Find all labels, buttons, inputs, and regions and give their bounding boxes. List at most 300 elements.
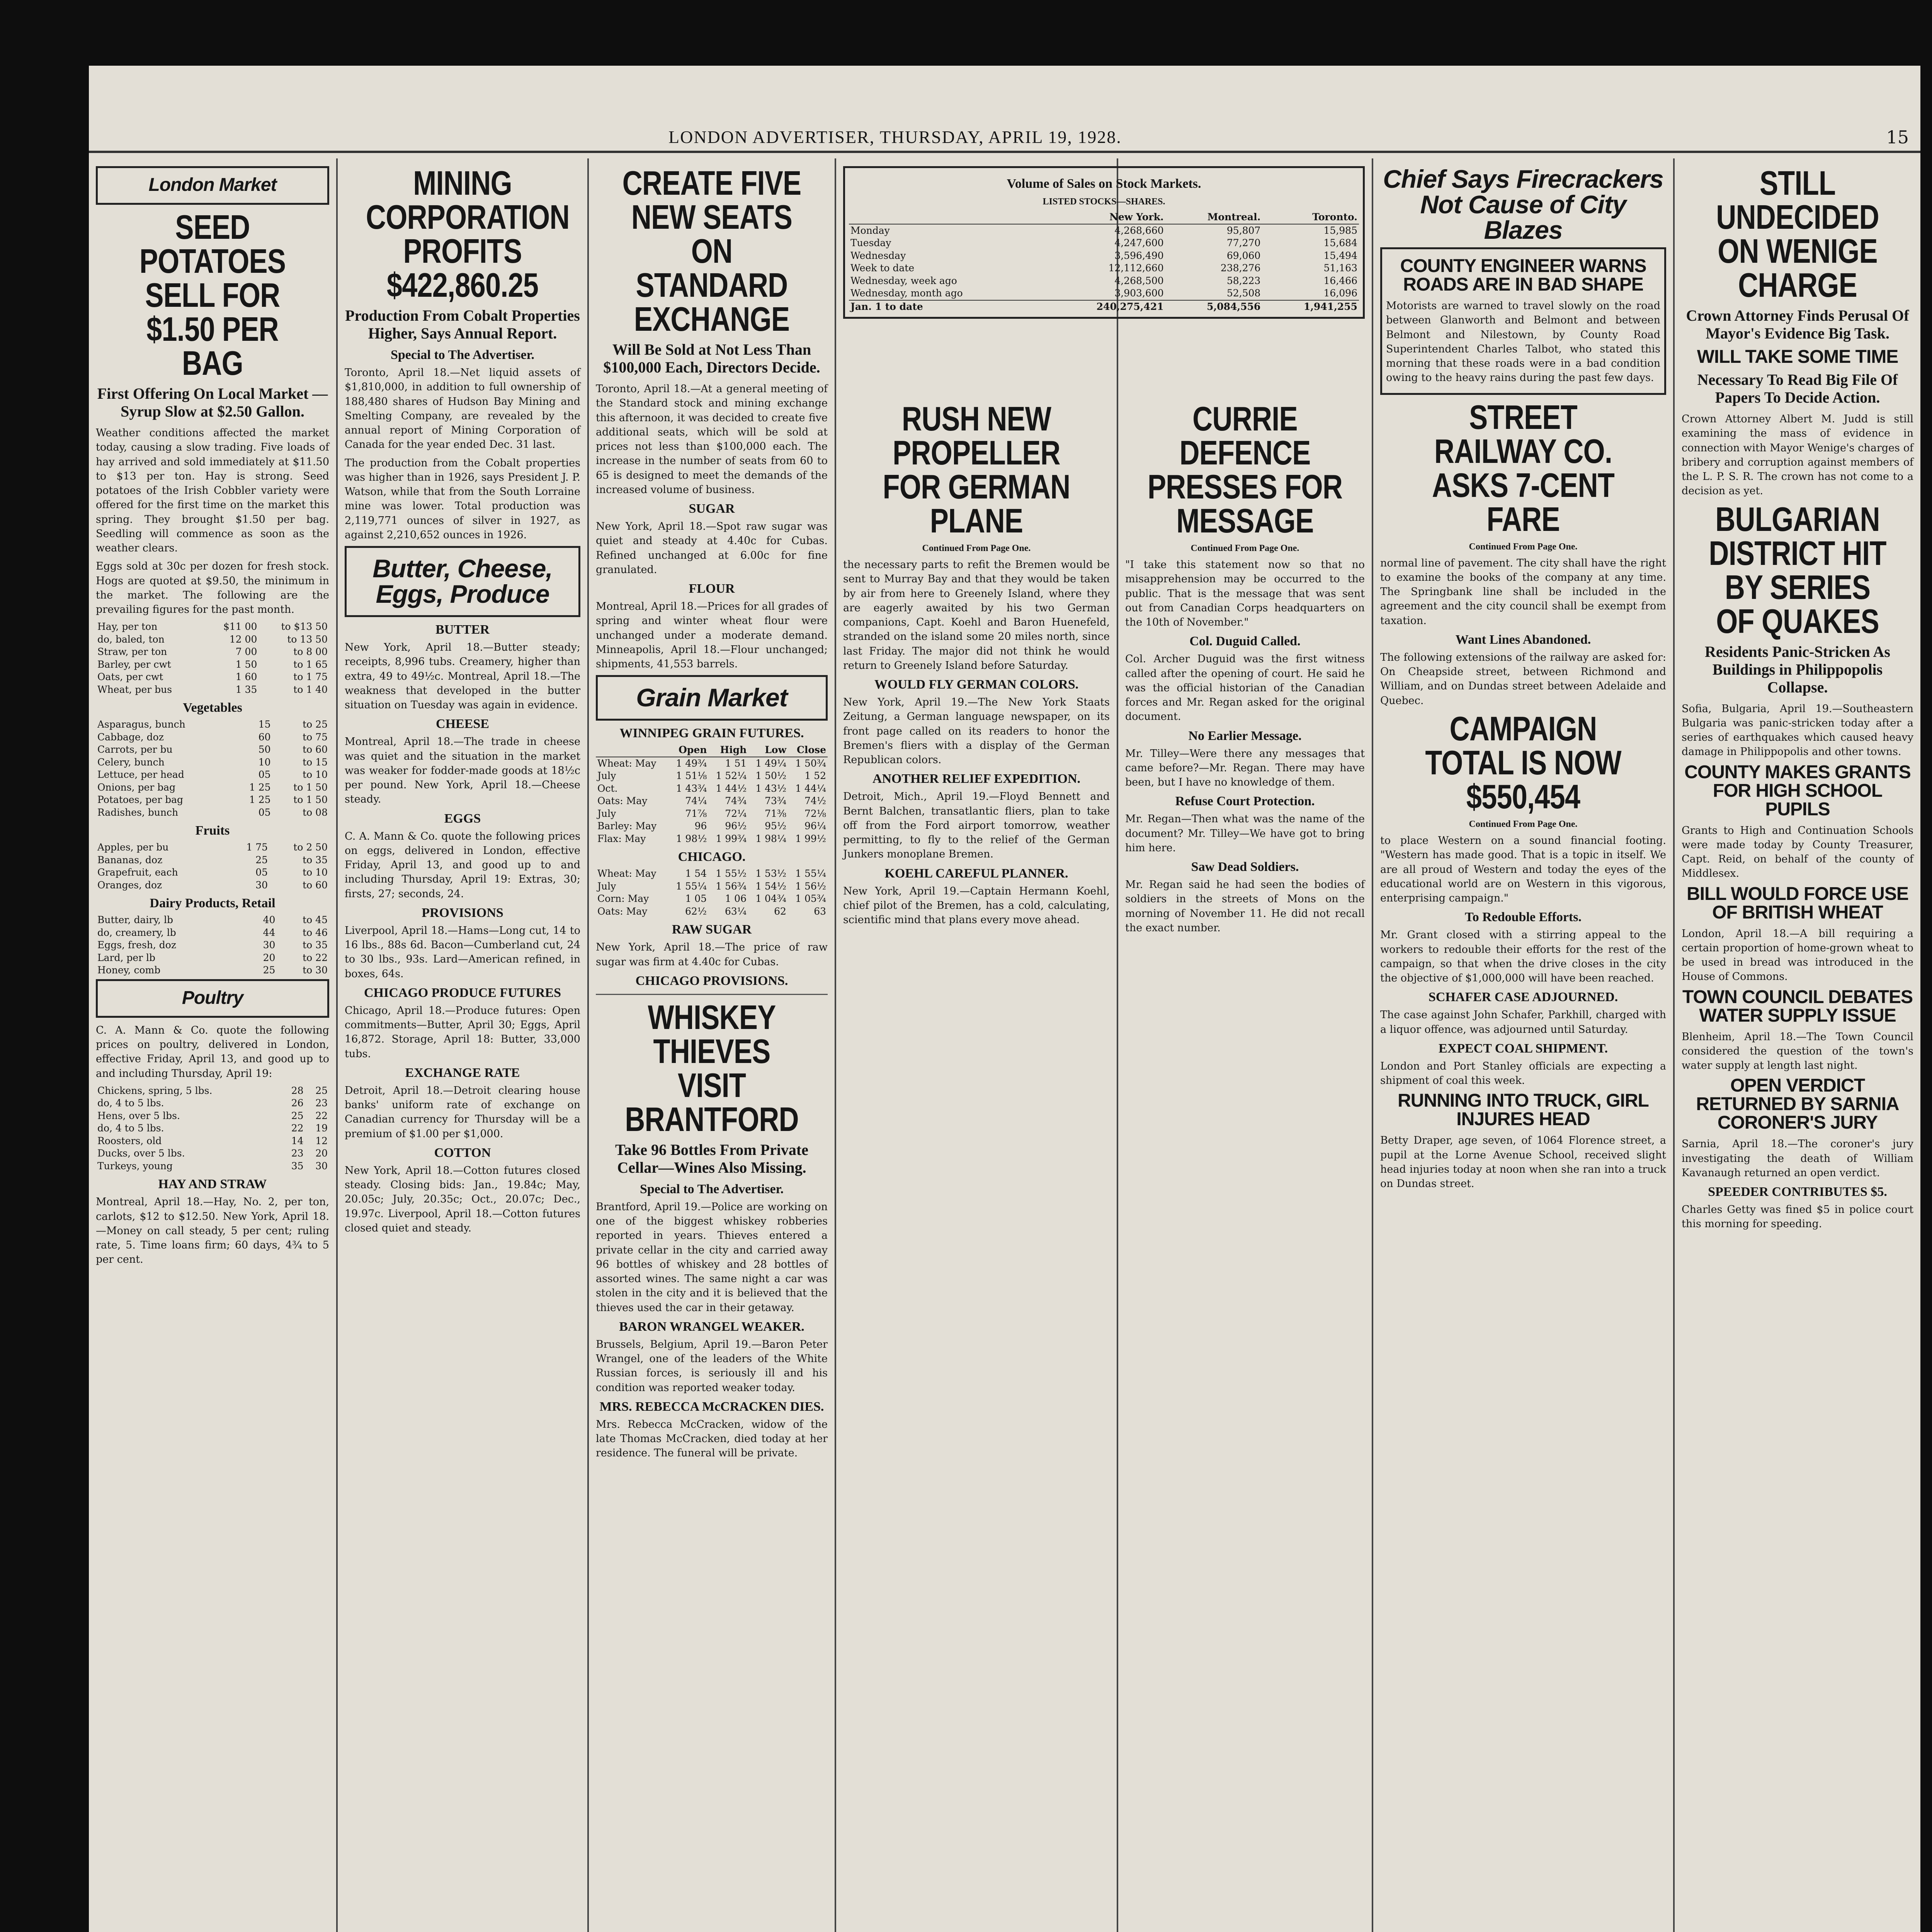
divider [596,994,828,995]
table-cell: to 2 50 [293,842,328,853]
table-row [96,781,329,794]
table-cell: 74½ [804,795,826,807]
table-cell: 7 00 [235,646,257,658]
table-cell: 16,466 [1323,275,1357,286]
stock-volume-subtitle: LISTED STOCKS—SHARES. [1043,197,1165,207]
headline-town-council: TOWN COUNCIL DEBATES WATER SUPPLY ISSUE [1682,986,1913,1026]
table-cell: 3,903,600 [1114,287,1164,299]
table-cell: $11 00 [223,621,257,633]
table-cell: 15,684 [1323,237,1357,249]
table-cell: 72⅛ [804,808,826,819]
subhead-bulgarian-quakes: Residents Panic-Stricken As Buildings in Philippopolis Collapse. [1705,643,1890,696]
poultry-label-box [96,979,329,1018]
table-row [849,224,1359,237]
table-cell: 25 [255,854,268,866]
table-cell: 60 [258,731,271,743]
subsection-title: CHEESE [436,717,489,731]
column-currie [1118,398,1372,1932]
table-cell: Eggs, fresh, doz [97,939,177,951]
table-cell: 1 50 [235,658,257,670]
headline-county-grants: COUNTY MAKES GRANTS FOR HIGH SCHOOL PUPILS [1684,762,1911,820]
table-cell: 1 50¾ [795,757,826,769]
headline-british-wheat: BILL WOULD FORCE USE OF BRITISH WHEAT [1687,883,1908,923]
grain-section-label: Grain Market [636,683,787,712]
table-cell: 1 43¾ [676,782,707,794]
table-cell: Apples, per bu [97,842,169,853]
table-cell: 74¼ [685,795,707,807]
table-cell: Oranges, doz [97,879,162,891]
table-row [596,808,828,820]
article-paragraph: The following extensions of the railway are asked for: On Cheapside street, between Richmond and William, and on Dundas street between Adelaide and Quebec. [1380,651,1666,707]
subsection-title: Fruits [195,823,230,838]
section-label: London Market [148,175,277,195]
table-header-cell: Low [748,744,788,757]
table-cell: 1 54½ [755,880,786,892]
table-cell: 62½ [685,905,707,917]
table-cell: 30 [255,879,268,891]
table-cell: Wednesday, week ago [850,275,957,286]
table-row [849,237,1359,250]
article-paragraph: Mr. Regan—Then what was the name of the document? Mr. Tilley—We have got to bring him here. [1125,813,1365,854]
table-row [96,756,329,769]
table-cell: to 08 [303,806,328,818]
table-cell: 15 [258,719,271,730]
table-row [96,841,329,854]
table-cell: to 30 [303,964,328,976]
table-cell: 1 25 [249,794,271,806]
headline-bulgarian-quakes: BULGARIAN DISTRICT HIT BY SERIES OF QUAKES [1709,500,1886,640]
headline-street-railway: STREET RAILWAY CO. ASKS 7-CENT FARE [1432,398,1615,538]
table-cell: 1 53½ [755,868,786,879]
dairy-table [96,914,329,977]
table-cell: Oats: May [597,795,648,807]
table-cell: to $13 50 [281,621,328,633]
subsection-title: No Earlier Message. [1188,728,1302,743]
article-paragraph: Eggs sold at 30c per dozen for fresh stock. Hogs are quoted at $9.50, the minimum in the market. The following are the prevailing figures for the past month. [96,560,329,616]
table-cell: 30 [263,939,276,951]
table-cell: to 1 50 [293,794,328,806]
subsection-title: EXPECT COAL SHIPMENT. [1439,1041,1608,1056]
table-row [96,718,329,731]
subsection-title: EGGS [444,811,481,826]
table-row [596,833,828,845]
table-cell: to 60 [303,879,328,891]
table-row [96,1110,329,1122]
table-total-row [849,300,1359,313]
table-cell: Wednesday, month ago [850,287,963,299]
table-header-cell [849,211,1046,224]
table-cell: to 45 [303,914,328,926]
table-cell: Onions, per bag [97,781,176,793]
table-cell: 1 35 [235,684,257,695]
subsection-title: To Redouble Efforts. [1465,910,1582,925]
table-cell: 1 56½ [795,880,826,892]
table-row [849,262,1359,275]
subhead-take-time: Necessary To Read Big File Of Papers To Decide Action. [1697,371,1898,406]
table-cell: 05 [255,867,268,878]
column-mining [338,158,587,1932]
table-cell: Celery, bunch [97,756,165,768]
article-paragraph: C. A. Mann & Co. quote the following prices on eggs, delivered in London, effective Friday, April 13, and good up to and including Thursday, April 19: Extras, 30; firsts, 27; seconds, 24. [345,830,580,900]
table-cell: July [597,808,616,819]
subsection-title: BARON WRANGEL WEAKER. [619,1319,804,1334]
table-cell: 5,084,556 [1165,300,1262,313]
headline-take-time: WILL TAKE SOME TIME [1697,347,1898,367]
table-cell: 10 [258,756,271,768]
subsection-title: WOULD FLY GERMAN COLORS. [874,677,1079,692]
headline-rush-propeller: RUSH NEW PROPELLER FOR GERMAN PLANE [883,400,1070,540]
newspaper-page [89,66,1920,1932]
continued-note: Continued From Page One. [1190,543,1299,553]
subsection-title: SUGAR [689,502,735,516]
table-cell: 1 44¼ [795,782,826,794]
subsection-title: MRS. REBECCA McCRACKEN DIES. [599,1399,824,1414]
stock-volume-box [836,158,1372,390]
table-cell: 1 05 [685,893,707,905]
produce-label-box [345,546,580,617]
table-cell: 96¼ [804,820,826,832]
table-cell: Jan. 1 to date [849,300,1046,313]
table-row [96,939,329,952]
article-paragraph: Blenheim, April 18.—The Town Council considered the question of the town's water supply at length last night. [1682,1031,1913,1071]
table-header-cell: New York. [1046,211,1165,224]
article-paragraph: Chicago, April 18.—Produce futures: Open commitments—Butter, April 30; Eggs, April 16,872. Storage, April 18: Butter, 33,000 tubs. [345,1004,580,1060]
article-paragraph: Montreal, April 18.—Hay, No. 2, per ton, carlots, $12 to $12.50. New York, April 18.—Money on call steady, 5 per cent; ruling rate, 5. Time loans firm; 60 days, 4¾ to 5 per cent. [96,1196,329,1266]
table-cell: Barley: May [597,820,657,832]
table-header-cell: Toronto. [1262,211,1359,224]
table-cell: 4,268,660 [1114,224,1164,236]
table-cell: 1 50½ [755,770,787,782]
article-paragraph: New York, April 19.—Captain Hermann Koehl, chief pilot of the Bremen, has a cold, calculating, scientific mind that plans every move ahead. [843,885,1110,926]
table-cell: to 60 [303,744,328,755]
table-cell: Honey, comb [97,964,161,976]
table-row [96,854,329,867]
article-paragraph: New York, April 18.—The price of raw sugar was firm at 4.40c for Cubas. [596,941,828,968]
subsection-title: COTTON [434,1145,491,1160]
table-cell: 50 [258,744,271,755]
table-cell: do, baled, ton [97,633,165,645]
subsection-title: EXCHANGE RATE [405,1065,520,1080]
subsection-title: KOEHL CAREFUL PLANNER. [884,866,1068,881]
table-cell: 1 54 [685,868,707,879]
table-cell: to 10 [303,769,328,781]
table-cell: 23 [291,1148,304,1159]
article-paragraph: Mr. Grant closed with a stirring appeal to the workers to redouble their efforts for the rest of the campaign, so that when the drive closes in the city the objective of $1,000,000 will have been reached. [1380,929,1666,985]
table-cell: 1 99½ [795,833,826,844]
article-paragraph: Detroit, April 18.—Detroit clearing house banks' uniform rate of exchange on Canadian currency for Thursday will be a premium of $1.00 per $1,000. [345,1084,580,1140]
table-cell: 14 [291,1135,304,1146]
table-cell: 35 [291,1160,304,1172]
table-cell: 1 75 [246,842,268,853]
table-cell: Monday [850,224,890,236]
continued-note: Continued From Page One. [1469,541,1578,552]
table-row [96,1122,329,1135]
table-cell: 22 [291,1122,304,1134]
article-paragraph: Charles Getty was fined $5 in police court this morning for speeding. [1682,1204,1913,1230]
table-cell: 1 99¾ [716,833,747,844]
table-cell: 240,275,421 [1046,300,1165,313]
article-paragraph: Grants to High and Continuation Schools were made today by County Treasurer, Capt. Reid, on behalf of the county of Middlesex. [1682,824,1913,880]
table-cell: 15,985 [1323,224,1357,236]
subsection-title: HAY AND STRAW [158,1177,267,1192]
table-cell: 63¼ [724,905,747,917]
article-paragraph: Toronto, April 18.—At a general meeting of the Standard stock and mining exchange this afternoon, it was decided to create five additional seats, which will be sold at prices not less than $100,000 each. The increase in the number of seats from 60 to 65 is designed to meet the demands of the increased volume of business. [596,383,828,496]
table-cell: 22 [315,1110,328,1121]
table-row [849,250,1359,262]
table-row [96,879,329,892]
table-cell: 15,494 [1323,250,1357,261]
table-cell: 05 [258,806,271,818]
column-city [1373,158,1673,1932]
table-cell: 238,276 [1220,262,1261,274]
table-cell: Bananas, doz [97,854,163,866]
table-cell: 4,247,600 [1114,237,1164,249]
grain-label-box [596,675,828,721]
table-cell: 74¾ [725,795,747,807]
table-cell: Grapefruit, each [97,867,178,878]
column-london-market [89,158,336,1932]
table-cell: to 1 65 [293,658,328,670]
table-cell: 1 52 [804,770,826,782]
table-row [96,794,329,806]
table-cell: to 8 00 [293,646,328,658]
article-paragraph: New York, April 18.—Butter steady; receipts, 8,996 tubs. Creamery, higher than extra, 49 to 49½c. Montreal, April 18.—The weakness that developed in the butter situation on Tuesday was again in evidence. [345,641,580,711]
table-cell: Butter, dairy, lb [97,914,173,926]
article-paragraph: Betty Draper, age seven, of 1064 Florence street, a pupil at the Lorne Avenue School, received slight head injuries today at noon when she ran into a truck on Dundas street. [1380,1134,1666,1190]
table-cell: Flax: May [597,833,646,844]
article-paragraph: Brantford, April 19.—Police are working on one of the biggest whiskey robberies reported in years. Thieves entered a private cellar in the city and carried away 96 bottles of whiskey and 28 bottles of assorted wines. The same night a car was stolen in the city and it is believed that the thieves used the car in their getaway. [596,1201,828,1314]
table-cell: to 75 [303,731,328,743]
table-cell: to 1 50 [293,781,328,793]
article-paragraph: Montreal, April 18.—Prices for all grades of spring and winter wheat flour were unchanged under a moderate demand. Minneapolis, April 18.—Flour unchanged; shipments, 41,553 barrels. [596,600,828,670]
headline-county-engineer: COUNTY ENGINEER WARNS ROADS ARE IN BAD SHAPE [1400,256,1646,295]
subsection-title: CHICAGO. [678,850,746,864]
table-cell: Straw, per ton [97,646,167,658]
poultry-section-label: Poultry [182,987,243,1008]
article-paragraph: Crown Attorney Albert M. Judd is still examining the mass of evidence in connection with Mayor Wenige's charges of bribery and corruption against members of the L. P. S. R. The crown has not come to a decision as yet. [1682,413,1913,497]
table-cell: 1,941,255 [1262,300,1359,313]
table-cell: Tuesday [850,237,891,249]
article-paragraph: "I take this statement now so that no misapprehension may be occurred to the public. That is the message that was sent out from Canadian Corps headquarters on the 10th of November." [1125,559,1365,629]
subsection-title: PROVISIONS [422,905,503,920]
table-row [96,1135,329,1148]
table-cell: Turkeys, young [97,1160,173,1172]
article-paragraph: Toronto, April 18.—Net liquid assets of $1,810,000, in addition to full ownership of 188,480 shares of Hudson Bay Mining and Smelting Company, are revealed by the annual report of Mining Corporation of Canada for the year ended Dec. 31 last. [345,367,580,451]
market-table [96,621,329,696]
subsection-title: CHICAGO PROVISIONS. [635,973,788,988]
article-paragraph: Mr. Tilley—Were there any messages that came before?—Mr. Regan. There may have been, but I have no knowledge of them. [1125,747,1365,789]
table-cell: 62 [774,905,786,917]
table-row [596,905,828,918]
subsection-title: ANOTHER RELIEF EXPEDITION. [872,772,1081,786]
subhead-seed-potatoes: First Offering On Local Market —Syrup Slow at $2.50 Gallon. [97,385,328,420]
subhead-wenige: Crown Attorney Finds Perusal Of Mayor's Evidence Big Task. [1686,307,1909,342]
subsection-title: WINNIPEG GRAIN FUTURES. [619,726,804,741]
table-cell: Barley, per cwt [97,658,171,670]
article-paragraph: Mr. Regan said he had seen the bodies of soldiers in the streets of Mons on the morning of November 11. He did not recall the exact number. [1125,879,1365,934]
table-cell: Oct. [597,782,618,794]
table-cell: 26 [291,1097,304,1109]
table-row [849,287,1359,300]
subhead-whiskey-thieves: Take 96 Bottles From Private Cellar—Wines Also Missing. [615,1141,808,1176]
table-cell: Hay, per ton [97,621,158,633]
subsection-title: Want Lines Abandoned. [1455,632,1591,647]
subsection-title: Saw Dead Soldiers. [1191,860,1299,874]
table-row [96,1147,329,1160]
table-header-cell: Montreal. [1165,211,1262,224]
table-cell: 96 [694,820,707,832]
table-cell: do, 4 to 5 lbs. [97,1097,164,1109]
table-cell: to 10 [303,867,328,878]
article-paragraph: C. A. Mann & Co. quote the following prices on poultry, delivered in London, effective Friday, April 13, and good up to and including Thursday, April 19: [96,1024,329,1080]
article-paragraph: Detroit, Mich., April 19.—Floyd Bennett and Bernt Balchen, transatlantic fliers, plan to take off from the Ford airport tomorrow, weather permitting, to fly to the relief of the German Junkers monoplane Bremen. [843,791,1110,861]
table-cell: Wheat: May [597,868,656,879]
table-cell: 73¾ [765,795,787,807]
article-paragraph: Montreal, April 18.—The trade in cheese was quiet and the situation in the market was weaker for fodder-made goods at 18½c per pound. New York, April 18.—Cheese steady. [345,736,580,806]
table-row [596,880,828,893]
table-cell: 25 [263,964,276,976]
masthead-title: LONDON ADVERTISER, THURSDAY, APRIL 19, 1928. [668,127,1122,147]
column-propeller [836,398,1117,1932]
subhead-exchange-seats: Will Be Sold at Not Less Than $100,000 Each, Directors Decide. [603,341,820,376]
table-row [596,893,828,905]
table-cell: 1 98¼ [755,833,787,844]
table-row [96,731,329,744]
table-cell: 1 51 [725,757,747,769]
table-row [96,743,329,756]
column-wenige [1675,158,1920,1932]
table-cell: Oats: May [597,905,648,917]
table-cell: 1 06 [725,893,747,905]
table-cell: to 25 [303,719,328,730]
table-cell: 58,223 [1226,275,1261,286]
table-cell: to 35 [303,854,328,866]
subsection-title: Vegetables [183,701,242,715]
table-cell: 1 60 [235,671,257,683]
table-cell: do, 4 to 5 lbs. [97,1122,164,1134]
table-cell: 1 52¼ [716,770,747,782]
article-paragraph: the necessary parts to refit the Bremen would be sent to Murray Bay and that they would be taken by air from here to Greenely Island, where they are eagerly awaited by his two German companions, Capt. Koehl and Baron Huenefeld, stranded on the island some 20 miles north, since last Friday. The major did not think he would return to Greenely Island before Saturday. [843,559,1110,672]
article-paragraph: Sarnia, April 18.—The coroner's jury investigating the death of William Kavanaugh returned an open verdict. [1682,1138,1913,1179]
table-cell: 69,060 [1226,250,1261,261]
table-cell: 1 05¾ [795,893,826,905]
table-row [596,867,828,880]
headline-campaign-total: CAMPAIGN TOTAL IS NOW $550,454 [1425,709,1621,816]
table-cell: 28 [291,1085,304,1096]
table-row [96,914,329,927]
article-paragraph: Weather conditions affected the market today, causing a slow trading. Five loads of hay arrived and sold immediately at $11.50 to $13 per ton. Hay is strong. Seed potatoes of the Irish Cobbler variety were offered for the first time on the market this spring. They brought $1.50 per bag. Seedling will commence as soon as the weather clears. [96,427,329,554]
article-paragraph: New York, April 18.—Cotton futures closed steady. Closing bids: Jan., 19.84c; May, 20.05c; July, 20.35c; Oct., 20.07c; Dec., 19.97c. Liverpool, April 18.—Cotton futures closed quiet and steady. [345,1164,580,1234]
table-cell: to 13 50 [287,633,328,645]
table-row [96,1085,329,1097]
table-cell: 25 [315,1085,328,1096]
headline-whiskey-thieves: WHISKEY THIEVES VISIT BRANTFORD [625,998,799,1138]
table-row [596,820,828,833]
table-cell: 20 [263,952,276,963]
poultry-table [96,1085,329,1173]
table-cell: 12 00 [229,633,257,645]
table-header-cell: High [708,744,748,757]
table-cell: 1 56¾ [716,880,747,892]
table-cell: 77,270 [1226,237,1261,249]
table-row [96,621,329,633]
subsection-title: RAW SUGAR [672,922,752,937]
headline-seed-potatoes: SEED POTATOES SELL FOR $1.50 PER BAG [139,208,286,382]
table-row [96,658,329,671]
subsection-title: Refuse Court Protection. [1175,794,1315,809]
table-row [96,866,329,879]
article-paragraph: New York, April 18.—Spot raw sugar was quiet and steady at 4.40c for Cubas. Refined unchanged at 6.00c for fine granulated. [596,520,828,576]
table-cell: Carrots, per bu [97,744,173,755]
article-paragraph: Liverpool, April 18.—Hams—Long cut, 14 to 16 lbs., 88s 6d. Bacon—Cumberland cut, 24 to 30 lbs., 93s. Lard—American refined, in boxes, 64s. [345,924,580,980]
page-number: 15 [1886,127,1909,148]
chicago-grain-table [596,867,828,918]
table-cell: 05 [258,769,271,781]
table-cell: to 22 [303,952,328,963]
table-cell: Radishes, bunch [97,806,179,818]
table-row [96,952,329,964]
article-paragraph: London and Port Stanley officials are expecting a shipment of coal this week. [1380,1060,1666,1087]
article-paragraph: Sofia, Bulgaria, April 19.—Southeastern Bulgaria was panic-stricken today after a series of earthquakes which caused heavy damage in Philippopolis and other towns. [1682,702,1913,758]
subsection-title: FLOUR [689,582,735,596]
table-header-row [849,211,1359,224]
table-row [596,770,828,782]
engineer-box [1380,247,1666,395]
table-cell: Wheat: May [597,757,656,769]
table-cell: 23 [315,1097,328,1109]
subsection-title: Col. Duguid Called. [1189,634,1301,649]
table-cell: 1 43½ [755,782,787,794]
stock-volume-table [849,211,1359,313]
table-cell: 1 55¼ [795,868,826,879]
table-cell: Potatoes, per bag [97,794,184,806]
table-cell: Lettuce, per head [97,769,184,781]
article-paragraph: normal line of pavement. The city shall have the right to examine the books of the company at any time. The Springbank line shall be included in the agreement and the city council shall be exempt from taxation. [1380,557,1666,627]
table-cell: 12 [315,1135,328,1146]
stock-volume-border [843,166,1365,319]
table-cell: 25 [291,1110,304,1121]
table-cell: Wheat, per bus [97,684,172,695]
headline-exchange-seats: CREATE FIVE NEW SEATS ON STANDARD EXCHANGE [622,164,801,338]
table-cell: to 35 [303,939,328,951]
subsection-title: SCHAFER CASE ADJOURNED. [1428,990,1618,1005]
table-cell: 95,807 [1226,224,1261,236]
article-paragraph: The production from the Cobalt properties was higher than in 1926, says President J. P. Watson, while that from the South Lorraine mine was lower. Total production was 2,119,771 ounces of silver in 1927, as against 2,210,652 ounces in 1926. [345,457,580,541]
table-cell: Ducks, over 5 lbs. [97,1148,185,1159]
headline-currie-defence: CURRIE DEFENCE PRESSES FOR MESSAGE [1147,400,1343,540]
table-cell: to 15 [303,756,328,768]
table-row [96,633,329,646]
table-cell: Asparagus, bunch [97,719,185,730]
table-cell: Oats, per cwt [97,671,163,683]
table-header-row [596,744,828,757]
continued-note: Continued From Page One. [922,543,1031,553]
table-cell: to 46 [303,927,328,938]
table-header-cell: Close [788,744,828,757]
headline-firecrackers: Chief Says Firecrackers Not Cause of City Blazes [1383,165,1663,244]
stock-volume-title: Volume of Sales on Stock Markets. [1007,177,1201,191]
headline-mining: MINING CORPORATION PROFITS $422,860.25 [366,164,570,304]
headline-open-verdict: OPEN VERDICT RETURNED BY SARNIA CORONER'S JURY [1696,1075,1899,1133]
table-cell: 71⅞ [685,808,707,819]
table-cell: 1 04¾ [755,893,786,905]
table-cell: Chickens, spring, 5 lbs. [97,1085,213,1096]
table-cell: 12,112,660 [1108,262,1164,274]
table-cell: 30 [315,1160,328,1172]
vegetables-table [96,718,329,819]
subsection-title: SPEEDER CONTRIBUTES $5. [1708,1185,1887,1199]
headline-girl-injured: RUNNING INTO TRUCK, GIRL INJURES HEAD [1398,1090,1649,1130]
